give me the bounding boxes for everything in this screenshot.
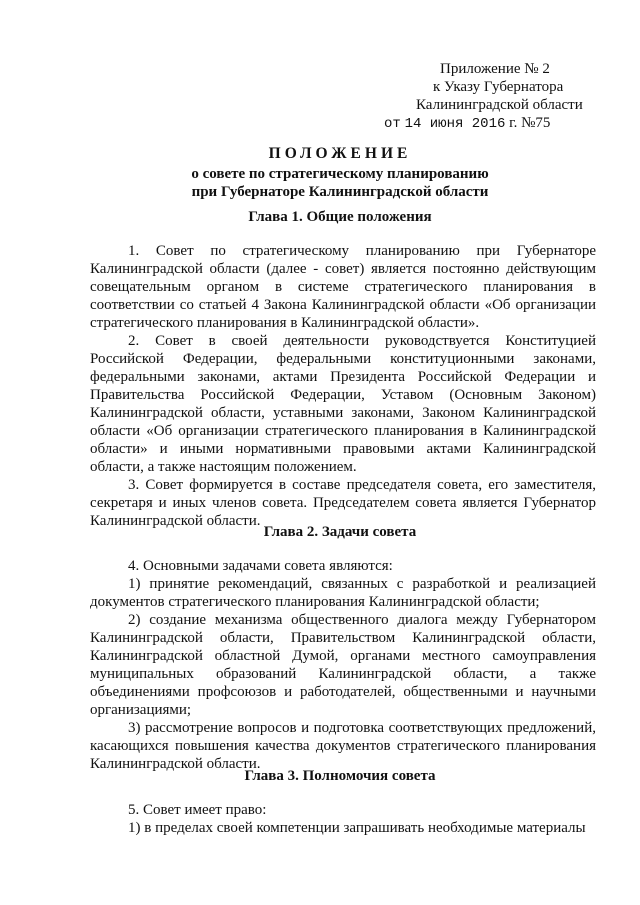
title-subtitle-2: при Губернаторе Калининградской области <box>191 184 489 200</box>
appendix-line-3: Калининградской области <box>416 97 583 113</box>
paragraph: 5. Совет имеет право: <box>128 802 267 818</box>
paragraph: 1) в пределах своей компетенции запрашивать необходимые материалы <box>128 820 586 836</box>
paragraph: 3. Совет формируется в составе председателя совета, его заместителя, секретаря и иных членов совета. Председателем совета является Губернатор Калининградской области. <box>90 477 596 529</box>
document-title <box>90 145 590 201</box>
appendix-line-4 <box>384 114 600 133</box>
appendix-header <box>384 60 600 133</box>
chapter-3-heading: Глава 3. Полномочия совета <box>244 768 436 784</box>
appendix-date: 14 июня 2016 <box>404 116 506 132</box>
appendix-line-2: к Указу Губернатора <box>433 79 564 95</box>
chapter-1-heading: Глава 1. Общие положения <box>248 209 432 225</box>
appendix-line-1: Приложение № 2 <box>440 61 550 77</box>
chapter-2-body <box>90 557 596 773</box>
paragraph: 4. Основными задачами совета являются: <box>128 558 393 574</box>
paragraph: 1) принятие рекомендаций, связанных с разработкой и реализацией документов стратегического планирования Калининградской области; <box>90 576 596 610</box>
paragraph: 1. Совет по стратегическому планированию при Губернаторе Калининградской области (далее - совет) является постоянно действующим совещательным органом в системе стратегического планирования в соответствии со статьей 4 Закона Калининградской области «Об организации стратегического планирования в Калининградской области». <box>90 243 596 331</box>
title-subtitle-1: о совете по стратегическому планированию <box>191 166 489 182</box>
chapter-2-heading: Глава 2. Задачи совета <box>263 524 417 540</box>
paragraph: 2) создание механизма общественного диалога между Губернатором Калининградской области, Правительством Калининградской области, Калининградской областной Думой, органами местного самоуправления муниципальных образований Калининградской области, а также объединениями профсоюзов и работодателей, общественными и научными организациями; <box>90 612 596 718</box>
chapter-1-body <box>90 242 596 530</box>
title-heading: ПОЛОЖЕНИЕ <box>268 145 412 162</box>
paragraph: 3) рассмотрение вопросов и подготовка соответствующих предложений, касающихся повышения качества документов стратегического планирования Калининградской области. <box>90 720 596 772</box>
chapter-3-body <box>90 801 596 837</box>
appendix-date-prefix: от <box>384 116 401 132</box>
appendix-number: г. №75 <box>509 115 551 131</box>
paragraph: 2. Совет в своей деятельности руководствуется Конституцией Российской Федерации, федеральными конституционными законами, федеральными законами, актами Президента Российской Федерации и Правительства Российской Федерации, Уставом (Основным Законом) Калининградской области, уставными законами, Законом Калининградской области «Об организации стратегического планирования в Калининградской области» и иными нормативными правовыми актами Калининградской области, а также настоящим положением. <box>90 333 596 475</box>
